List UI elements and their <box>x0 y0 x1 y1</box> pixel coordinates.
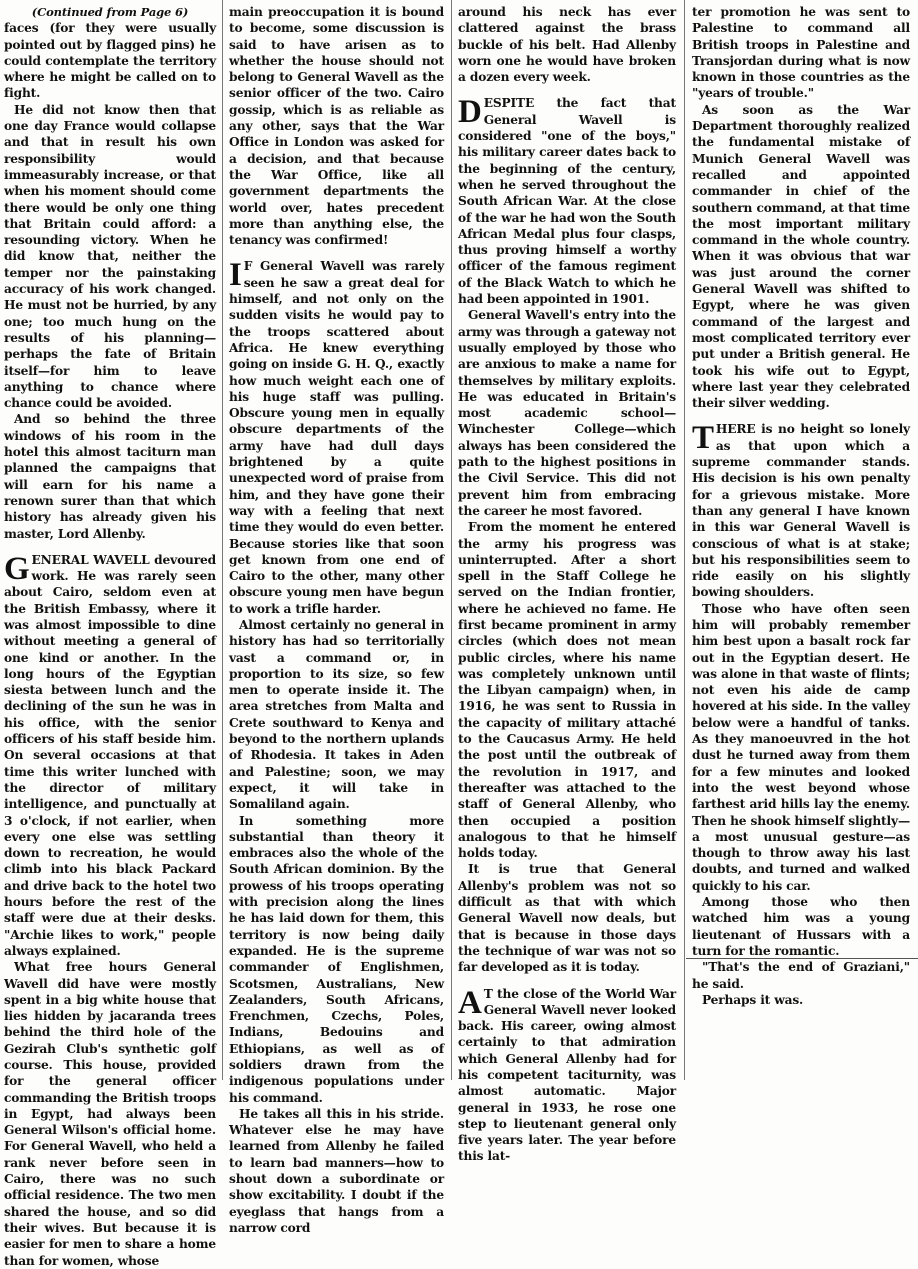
column-rule <box>684 0 685 1080</box>
column-4 <box>692 4 910 1008</box>
paragraph: He did not know then that one day France would collapse and that in result his own responsibility would immeasurably increase, or that when his moment should come there would be only one thing that Britain could afford: a resounding victory. When he did know that, neither the temper nor the painstaking accuracy of his work changed. He must not be hurried, by any one; too much hung on the results of his planning—perhaps the fate of Britain itself—for him to leave anything to chance where chance could be avoided. <box>4 102 216 411</box>
paragraph: It is true that General Allenby's problem was not so difficult as that with which General Wavell now deals, but that is because in those days the technique of war was not so far developed as it is today. <box>458 862 676 975</box>
paragraph: faces (for they were usually pointed out by flagged pins) he could contemplate the territory where he might be called on to fight. <box>4 21 216 101</box>
lead-caps: F <box>243 259 253 274</box>
section-paragraph <box>692 421 910 600</box>
drop-cap: A <box>458 984 482 1021</box>
paragraph: As soon as the War Department thoroughly realized the fundamental mistake of Munich General Wavell was recalled and appointed commander in chief of the southern command, at that time the most important military command in the whole country. When it was obvious that war was just around the corner General Wavell was shifted to Egypt, where he was given command of the largest and most complicated territory ever put under a British general. He took his wife out to Egypt, where last year they celebrated their silver wedding. <box>692 102 910 411</box>
lead-caps: ENERAL WAVELL <box>31 552 150 567</box>
column-rule <box>222 0 223 1080</box>
drop-cap: D <box>458 94 482 131</box>
lead-caps: T <box>483 986 493 1001</box>
drop-cap: G <box>4 550 30 587</box>
paragraph-text: the close of the World War General Wavell never looked back. His career, owing almost certainly to that admiration which General Allenby had for his competent taciturnity, was almost automatic. Major general in 1933, he rose one step to lieutenant general only five years later. The year before this lat- <box>458 986 676 1164</box>
paragraph: General Wavell's entry into the army was through a gateway not usually employed by those who are anxious to make a name for themselves by military exploits. He was educated in Britain's most academic school—Winchester College—which always has been considered the path to the highest positions in the Civil Service. This did not prevent him from embracing the career he most favored. <box>458 308 676 518</box>
paragraph: From the moment he entered the army his progress was uninterrupted. After a short spell in the Staff College he served on the Indian frontier, where he achieved no fame. He first became prominent in army circles (which does not mean public circles, where his name was completely unknown until the Libyan campaign) when, in 1916, he was sent to Russia in the capacity of military attaché to the Caucasus Army. He held the post until the outbreak of the revolution in 1917, and thereafter was attached to the staff of General Allenby, who then occupied a position analogous to that he himself holds today. <box>458 520 676 861</box>
paragraph: He takes all this in his stride. Whatever else he may have learned from Allenby he failed to learn bad manners—how to shout down a subordinate or show excitability. I doubt if the eyeglass that hangs from a narrow cord <box>229 1106 444 1235</box>
paragraph-text: the fact that General Wavell is considered "one of the boys," his military career dates back to the beginning of the century, when he served throughout the South African War. At the close of the war he had won the South African Medal plus four clasps, thus proving himself a worthy officer of the famous regiment of the Black Watch to which he had been appointed in 1901. <box>458 96 676 307</box>
paragraph: Those who have often seen him will probably remember him best upon a basalt rock far out in the Egyptian desert. He was alone in that waste of flints; not even his aide de camp hovered at his side. In the valley below were a handful of tanks. As they manoeuvred in the hot dust he turned away from them for a few minutes and looked into the west beyond whose farthest arid hills lay the enemy. Then he shook himself slightly—a most unusual gesture—as though to throw away his last doubts, and turned and walked quickly to his car. <box>692 601 910 893</box>
drop-cap: T <box>692 420 714 457</box>
paragraph: "That's the end of Graziani," he said. <box>692 960 910 991</box>
paragraph-text: General Wavell was rarely seen he saw a great deal for himself, and not only on the sudden visits he would pay to the troops scattered about Africa. He knew everything going on inside G. H. Q., exactly how much weight each one of his huge staff was pulling. Obscure young men in equally obscure departments of the army have had dull days brightened by a quite unexpected word of praise from him, and they have gone their way with a feeling that next time they would do even better. Because stories like that soon get known from one end of Cairo to the other, many other obscure young men have begun to work a trifle harder. <box>229 259 444 616</box>
paragraph: In something more substantial than theory it embraces also the whole of the South African dominion. By the prowess of his troops operating with precision along the lines he has laid down for them, this territory is now being daily expanded. He is the supreme commander of Englishmen, Scotsmen, Australians, New Zealanders, South Africans, Frenchmen, Czechs, Poles, Indians, Bedouins and Ethiopians, as well as of soldiers drawn from the indigenous populations under his command. <box>229 813 444 1105</box>
column-1 <box>4 4 216 1269</box>
paragraph: main preoccupation it is bound to become, some discussion is said to have arisen as to whether the house should not belong to General Wavell as the senior officer of the two. Cairo gossip, which is as reliable as any other, says that the War Office in London was asked for a decision, and that because the War Office, like all government departments the world over, hates precedent more than anything else, the tenancy was confirmed! <box>229 5 444 248</box>
paragraph: around his neck has ever clattered against the brass buckle of his belt. Had Allenby worn one he would have broken a dozen every week. <box>458 5 676 85</box>
paragraph: Among those who then watched him was a young lieutenant of Hussars with a turn for the romantic. <box>692 895 910 958</box>
lead-caps: ESPITE <box>483 96 535 111</box>
column-rule <box>451 0 452 1080</box>
paragraph: Almost certainly no general in history has had so territorially vast a command or, in proportion to its size, so few men to operate inside it. The area stretches from Malta and Crete southward to Kenya and beyond to the northern uplands of Rhodesia. It takes in Aden and Palestine; soon, we may expect, it will take in Somaliland again. <box>229 617 444 812</box>
column-2 <box>229 4 444 1236</box>
section-paragraph <box>4 552 216 959</box>
paragraph: ter promotion he was sent to Palestine to command all British troops in Palestine and Transjordan during what is now known in those countries as the "years of trouble." <box>692 5 910 101</box>
continued-label: (Continued from Page 6) <box>31 5 189 19</box>
section-paragraph <box>458 95 676 307</box>
lead-caps: HERE <box>715 422 756 437</box>
column-3 <box>458 4 676 1165</box>
paragraph: What free hours General Wavell did have were mostly spent in a big white house that lies hidden by jacaranda trees behind the third hole of the Gezirah Club's synthetic golf course. This house, provided for the general officer commanding the British troops in Egypt, had always been General Wilson's official home. For General Wavell, who held a rank never before seen in Cairo, there was no such official residence. The two men shared the house, and so did their wives. But because it is easier for men to share a home than for women, whose <box>4 960 216 1268</box>
drop-cap: I <box>229 257 242 294</box>
paragraph: Perhaps it was. <box>702 992 804 1007</box>
section-paragraph <box>229 258 444 617</box>
section-paragraph <box>458 986 676 1165</box>
paragraph-text: is no height so lonely as that upon which a supreme commander stands. His decision is his own penalty for a grievous mistake. More than any general I have known in this war General Wavell is conscious of what is at stake; but his responsibilities seem to ride easily on his slightly bowing shoulders. <box>692 422 910 600</box>
paragraph: And so behind the three windows of his room in the hotel this almost taciturn man planned the campaigns that will earn for his name a renown surer than that which history has already given his master, Lord Allenby. <box>4 412 216 541</box>
paragraph-text: devoured work. He was rarely seen about Cairo, seldom even at the British Embassy, where it was almost impossible to dine without meeting a general of one kind or another. In the long hours of the Egyptian siesta between lunch and the declining of the sun he was in his office, with the senior officers of his staff beside him. On several occasions at that time this writer lunched with the director of military intelligence, and punctually at 3 o'clock, if not earlier, when every one else was settling down to recreation, he would climb into his black Packard and drive back to the hotel two hours before the rest of the staff were due at their desks. "Archie likes to work," people always explained. <box>4 552 216 958</box>
